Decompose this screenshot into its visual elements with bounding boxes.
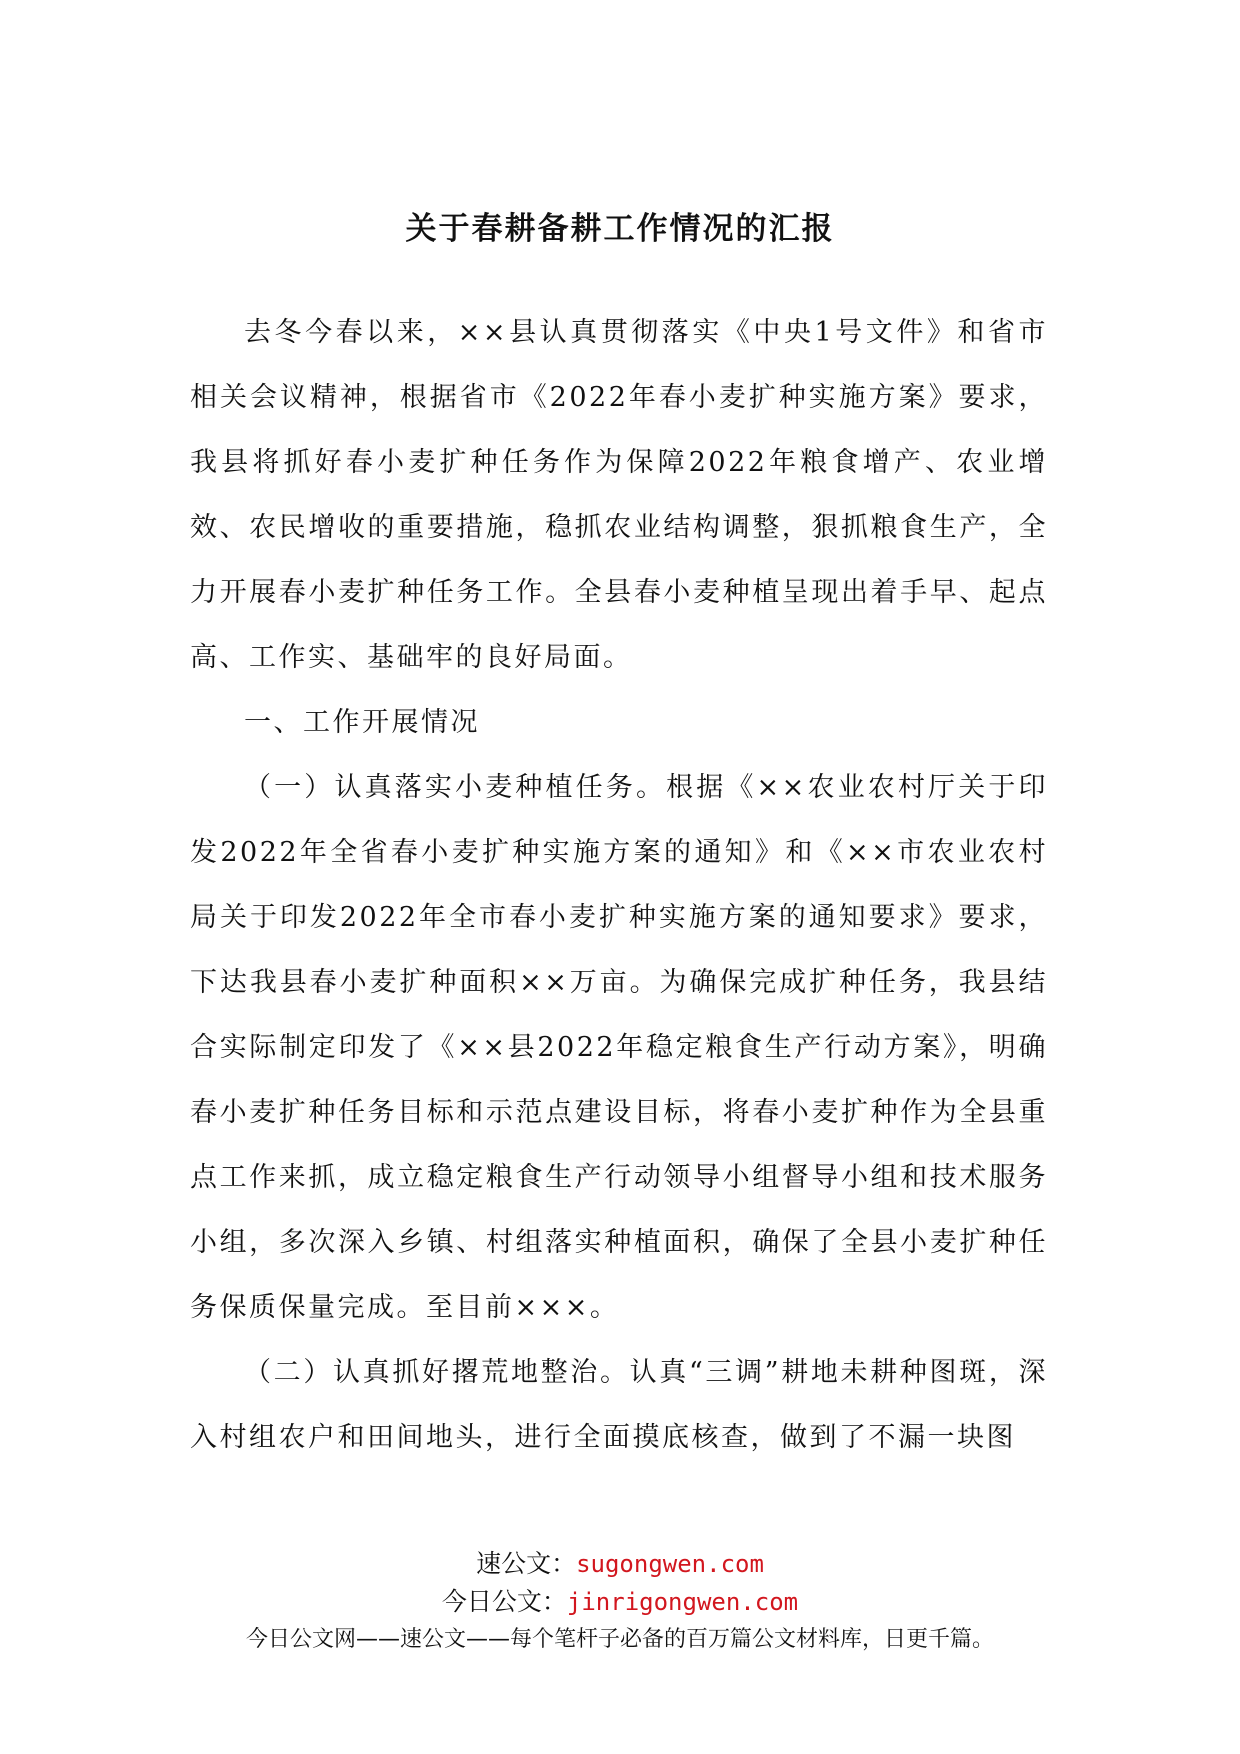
footer-line-jinrigongwen [0, 1583, 1240, 1621]
subsection-paragraph-2: （二）认真抓好撂荒地整治。认真“三调”耕地未耕种图斑，深入村组农户和田间地头，进行全面摸底核查，做到了不漏一块图 [190, 1357, 1048, 1453]
intro-paragraph: 去冬今春以来，××县认真贯彻落实《中央1号文件》和省市相关会议精神，根据省市《2022年春小麦扩种实施方案》要求，我县将抓好春小麦扩种任务作为保障2022年粮食增产、农业增效、农民增收的重要措施，稳抓农业结构调整，狠抓粮食生产，全力开展春小麦扩种任务工作。全县春小麦种植呈现出着手早、起点高、工作实、基础牢的良好局面。 [190, 317, 1048, 673]
sugongwen-link[interactable]: sugongwen.com [576, 1550, 764, 1578]
footer [0, 1545, 1240, 1659]
subsection-paragraph-1: （一）认真落实小麦种植任务。根据《××农业农村厅关于印发2022年全省春小麦扩种实施方案的通知》和《××市农业农村局关于印发2022年全市春小麦扩种实施方案的通知要求》要求，下达我县春小麦扩种面积××万亩。为确保完成扩种任务，我县结合实际制定印发了《××县2022年稳定粮食生产行动方案》，明确春小麦扩种任务目标和示范点建设目标，将春小麦扩种作为全县重点工作来抓，成立稳定粮食生产行动领导小组督导小组和技术服务小组，多次深入乡镇、村组落实种植面积，确保了全县小麦扩种任务保质保量完成。至目前×××。 [190, 772, 1048, 1323]
section-heading: 一、工作开展情况 [244, 707, 480, 738]
jinrigongwen-link[interactable]: jinrigongwen.com [566, 1588, 799, 1616]
footer-slogan: 今日公文网——速公文——每个笔杆子必备的百万篇公文材料库，日更千篇。 [245, 1627, 994, 1652]
footer-line-sugongwen [0, 1545, 1240, 1583]
document-body [190, 300, 1048, 1470]
footer-label-jinrigongwen: 今日公文： [441, 1587, 567, 1616]
footer-label-sugongwen: 速公文： [476, 1549, 577, 1578]
page-title: 关于春耕备耕工作情况的汇报 [405, 211, 835, 247]
